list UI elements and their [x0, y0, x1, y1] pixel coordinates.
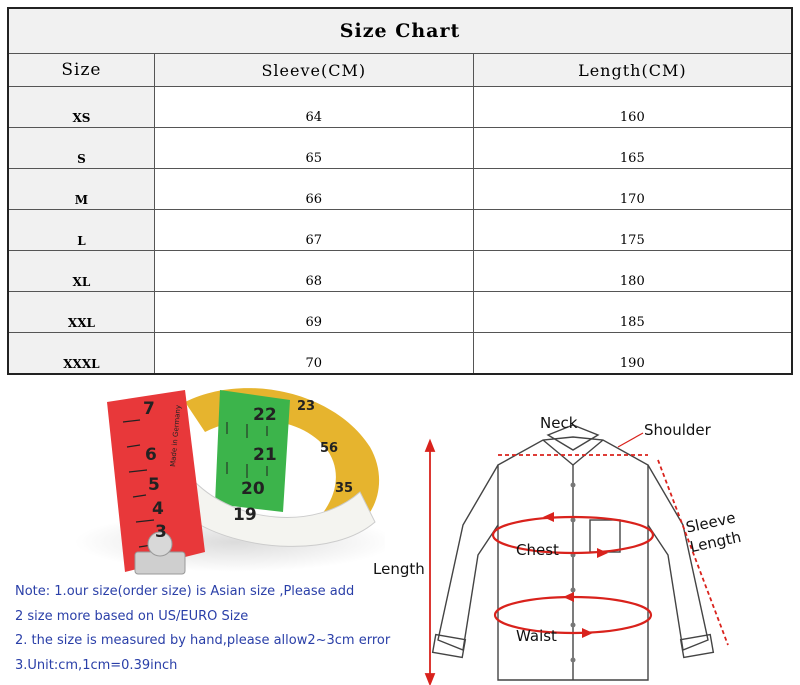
tape-number: 21 [253, 445, 277, 465]
size-cell: XS [8, 87, 154, 128]
label-chest: Chest [516, 541, 559, 559]
tape-number: 22 [253, 405, 277, 425]
table-row [8, 251, 792, 292]
sleeve-cell: 66 [154, 169, 473, 210]
length-cell: 185 [473, 292, 792, 333]
length-cell: 165 [473, 128, 792, 169]
tape-number: 23 [297, 399, 316, 414]
table-row [8, 87, 792, 128]
tape-number: 7 [143, 399, 155, 419]
column-header-sleeve: Sleeve(CM) [154, 54, 473, 87]
size-cell: XL [8, 251, 154, 292]
length-cell: 180 [473, 251, 792, 292]
sleeve-cell: 64 [154, 87, 473, 128]
tape-number: 19 [233, 505, 257, 525]
tape-number: 56 [320, 441, 339, 456]
label-neck: Neck [540, 414, 578, 432]
tape-number: 5 [148, 475, 160, 495]
column-header-length: Length(CM) [473, 54, 792, 87]
note-line: 2. the size is measured by hand,please allow2~3cm error [15, 633, 391, 648]
table-row [8, 169, 792, 210]
tape-imprint: Made in Germany [169, 404, 183, 468]
size-cell: M [8, 169, 154, 210]
label-sleeve-length: Sleeve Length [684, 508, 743, 557]
size-cell: S [8, 128, 154, 169]
column-header-size: Size [8, 54, 154, 87]
label-length: Length [373, 560, 425, 578]
size-notes [15, 584, 415, 682]
sleeve-cell: 65 [154, 128, 473, 169]
size-chart-title: Size Chart [8, 8, 792, 54]
note-line: Note: 1.our size(order size) is Asian size ,Please add [15, 584, 355, 599]
table-row [8, 128, 792, 169]
size-cell: XXL [8, 292, 154, 333]
label-shoulder: Shoulder [644, 421, 711, 439]
tape-number: 35 [335, 481, 354, 496]
size-cell: L [8, 210, 154, 251]
tape-number: 6 [145, 445, 157, 465]
length-cell: 190 [473, 333, 792, 375]
length-cell: 170 [473, 169, 792, 210]
label-waist: Waist [516, 627, 557, 645]
length-cell: 160 [473, 87, 792, 128]
table-row [8, 292, 792, 333]
sleeve-cell: 67 [154, 210, 473, 251]
size-chart-table [7, 7, 793, 375]
sleeve-cell: 68 [154, 251, 473, 292]
table-row [8, 210, 792, 251]
length-cell: 175 [473, 210, 792, 251]
note-line: 2 size more based on US/EURO Size [15, 608, 249, 624]
sleeve-cell: 69 [154, 292, 473, 333]
measuring-tape-image [15, 372, 385, 587]
shoulder-pointer [618, 433, 643, 447]
tape-number: 20 [241, 479, 265, 499]
table-row [8, 333, 792, 375]
tape-number: 3 [155, 522, 167, 542]
note-line: 3.Unit:cm,1cm=0.39inch [15, 657, 178, 673]
tape-number: 4 [152, 499, 164, 519]
sleeve-cell: 70 [154, 333, 473, 375]
size-cell: XXXL [8, 333, 154, 375]
